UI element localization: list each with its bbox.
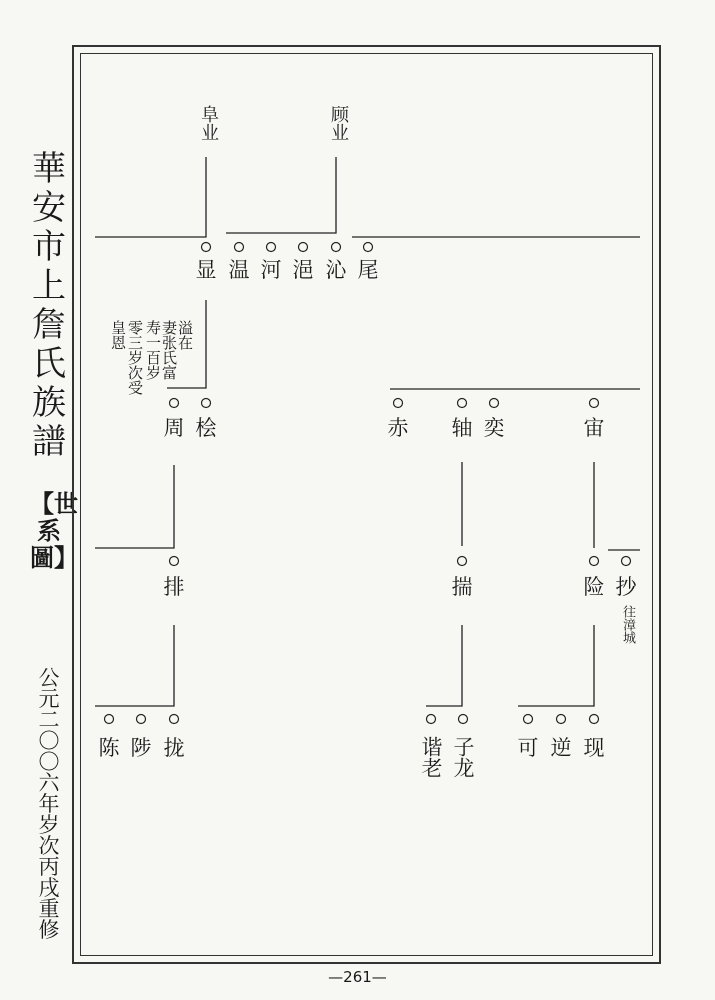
node-chi: 赤 <box>387 416 409 440</box>
node-ba: 拢 <box>163 736 185 760</box>
node-xian2: 险 <box>583 575 605 599</box>
node-fuye: 阜业 <box>198 105 219 141</box>
node-zhou3: 宙 <box>583 416 605 440</box>
node-pai: 排 <box>163 575 185 599</box>
node-ni: 逆 <box>550 736 572 760</box>
page-number: —261— <box>328 968 387 986</box>
node-yi2: 奕 <box>483 416 505 440</box>
node-zhou: 周 <box>163 416 185 440</box>
node-xian: 显 <box>195 258 217 282</box>
section-title: 【世系圖】 <box>30 489 78 572</box>
note-line-4: 零三岁次受 <box>126 320 144 395</box>
node-wen: 温 <box>228 258 250 282</box>
note-line-2: 妻张氏富 <box>160 320 178 380</box>
book-title: 華安市上詹氏族譜 <box>32 149 66 462</box>
node-ke: 可 <box>517 736 539 760</box>
note-line-3: 寿一百岁 <box>144 320 162 380</box>
note-chao: 往漳城 <box>620 605 635 644</box>
node-zhou2: 轴 <box>451 416 473 440</box>
node-xian3: 现 <box>583 736 605 760</box>
node-qin: 沁 <box>325 258 347 282</box>
node-guye: 顾业 <box>328 105 349 141</box>
node-zilong: 子龙 <box>451 736 475 778</box>
revision-date: 公元二〇〇六年岁次丙戌重修 <box>38 666 60 942</box>
node-wei: 尾 <box>357 258 379 282</box>
node-xiezhe: 谐老 <box>419 736 443 778</box>
note-line-5: 皇恩 <box>109 320 127 350</box>
node-he: 河 <box>260 258 282 282</box>
node-kuai: 桧 <box>195 416 217 440</box>
node-chen: 陈 <box>98 736 120 760</box>
node-chao: 抄 <box>615 575 637 599</box>
node-yi: 浥 <box>292 258 314 282</box>
node-bu: 陟 <box>130 736 152 760</box>
node-chuai: 揣 <box>451 575 473 599</box>
note-line-1: 溢在 <box>176 320 194 350</box>
